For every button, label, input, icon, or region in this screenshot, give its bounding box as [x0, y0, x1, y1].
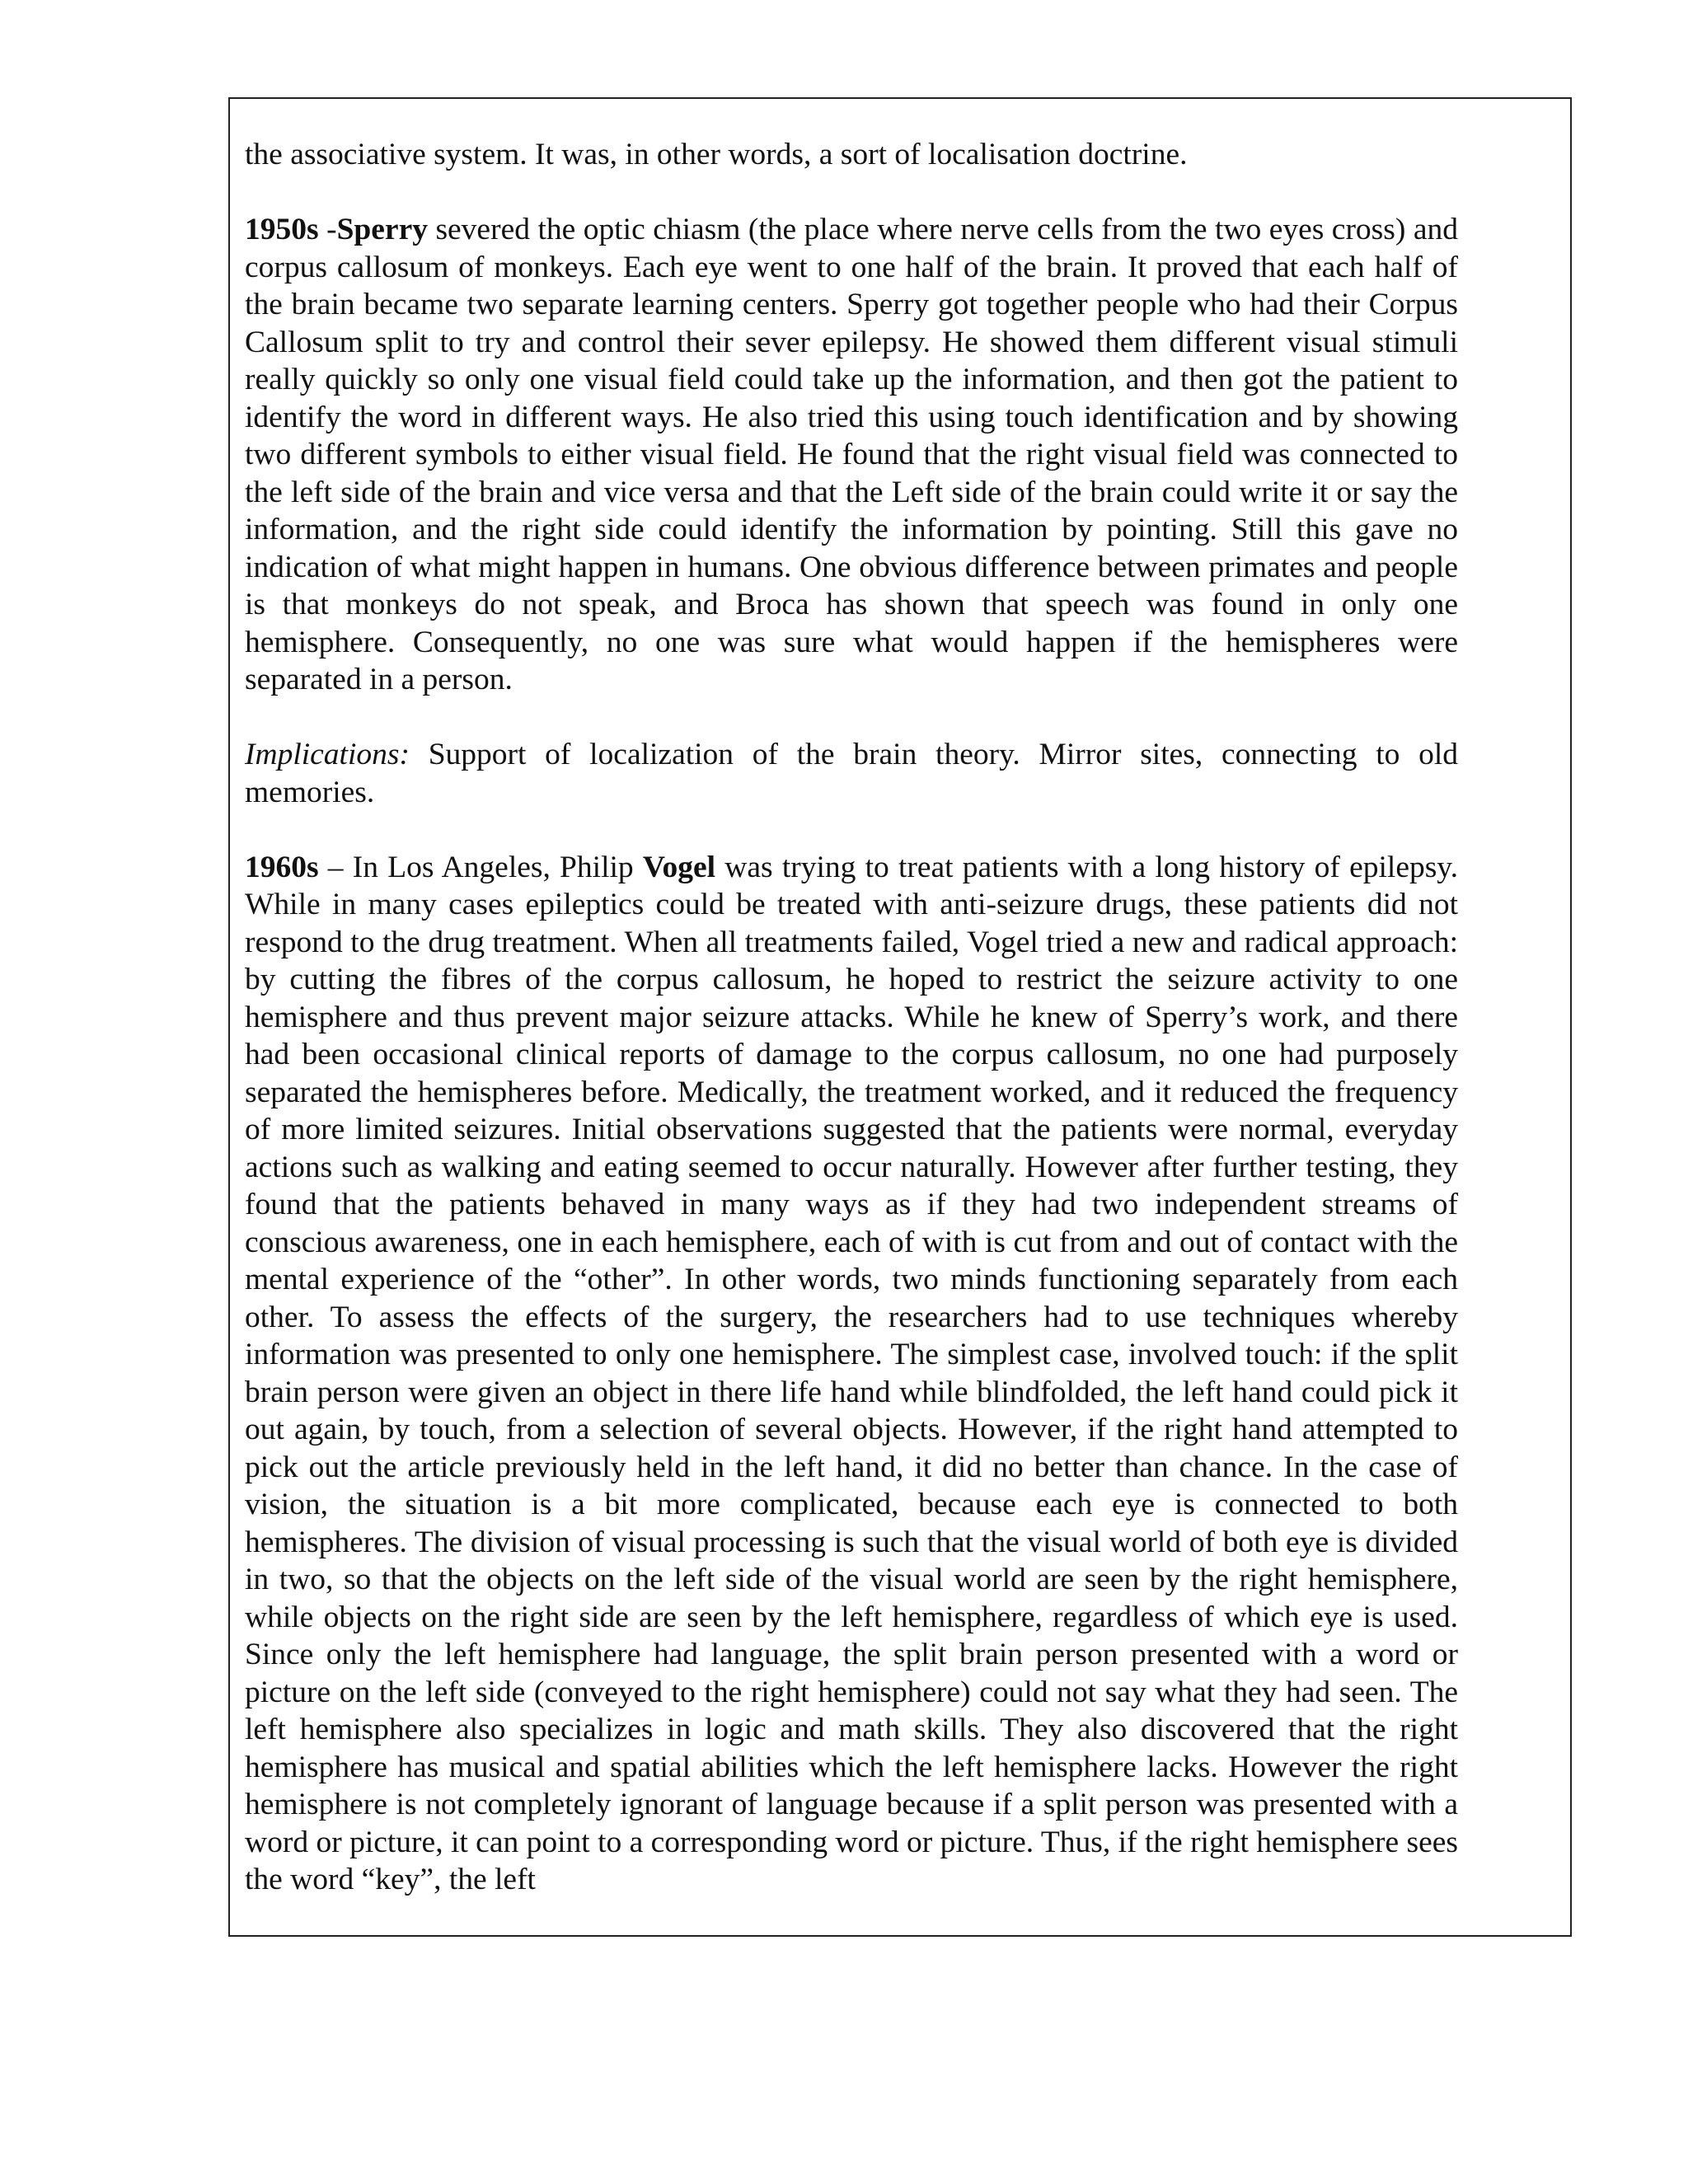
paragraph-text: the associative system. It was, in other words, a sort of localisation doctrine. — [245, 138, 1188, 171]
separator: - — [318, 213, 337, 246]
paragraph-text: Support of localization of the brain theory. Mirror sites, connecting to old memories. — [245, 738, 1458, 809]
year-label: 1960s — [245, 850, 319, 884]
year-label: 1950s — [245, 213, 319, 246]
paragraph-vogel — [245, 849, 1458, 1899]
paragraph-intro — [245, 136, 1458, 174]
researcher-name: Sperry — [336, 213, 428, 246]
researcher-name: Vogel — [642, 850, 716, 884]
paragraph-text: severed the optic chiasm (the place where nerve cells from the two eyes cross) and corpus callosum of monkeys. Each eye went to one half of the brain. It proved that each half of the brain became two separate learning centers. Sperry got together people who had their Corpus Callosum split to try and control their sever epilepsy. He showed them different visual stimuli really quickly so only one visual field could take up the information, and then got the patient to identify the word in different ways. He also tried this using touch identification and by showing two different symbols to either visual field. He found that the right visual field was connected to the left side of the brain and vice versa and that the Left side of the brain could write it or say the information, and the right side could identify the information by pointing. Still this gave no indication of what might happen in humans. One obvious difference between primates and people is that monkeys do not speak, and Broca has shown that speech was found in only one hemisphere. Consequently, no one was sure what would happen if the hemispheres were separated in a person. — [245, 213, 1458, 696]
implications-label: Implications: — [245, 738, 410, 771]
paragraph-implications — [245, 736, 1458, 811]
paragraph-text: was trying to treat patients with a long history of epilepsy. While in many cases epileptics could be treated with anti-seizure drugs, these patients did not respond to the drug treatment. When all treatments failed, Vogel tried a new and radical approach: by cutting the fibres of the corpus callosum, he hoped to restrict the seizure activity to one hemisphere and thus prevent major seizure attacks. While he knew of Sperry’s work, and there had been occasional clinical reports of damage to the corpus callosum, no one had purposely separated the hemispheres before. Medically, the treatment worked, and it reduced the frequency of more limited seizures. Initial observations suggested that the patients were normal, everyday actions such as walking and eating seemed to occur naturally. However after further testing, they found that the patients behaved in many ways as if they had two independent streams of conscious awareness, one in each hemisphere, each of with is cut from and out of contact with the mental experience of the “other”. In other words, two minds functioning separately from each other. To assess the effects of the surgery, the researchers had to use techniques whereby information was presented to only one hemisphere. The simplest case, involved touch: if the split brain person were given an object in there life hand while blindfolded, the left hand could pick it out again, by touch, from a selection of several objects. However, if the right hand attempted to pick out the article previously held in the left hand, it did no better than chance. In the case of vision, the situation is a bit more complicated, because each eye is connected to both hemispheres. The division of visual processing is such that the visual world of both eye is divided in two, so that the objects on the left side of the visual world are seen by the right hemisphere, while objects on the right side are seen by the left hemisphere, regardless of which eye is used. Since only the left hemisphere had language, the split brain person presented with a word or picture on the left side (conveyed to the right hemisphere) could not say what they had seen. The left hemisphere also specializes in logic and math skills. They also discovered that the right hemisphere has musical and spatial abilities which the left hemisphere lacks. However the right hemisphere is not completely ignorant of language because if a split person was presented with a word or picture, it can point to a corresponding word or picture. Thus, if the right hemisphere sees the word “key”, the left — [245, 850, 1458, 1896]
document-body — [245, 136, 1458, 1899]
intro-text: – In Los Angeles, Philip — [318, 850, 643, 884]
paragraph-sperry — [245, 211, 1458, 699]
